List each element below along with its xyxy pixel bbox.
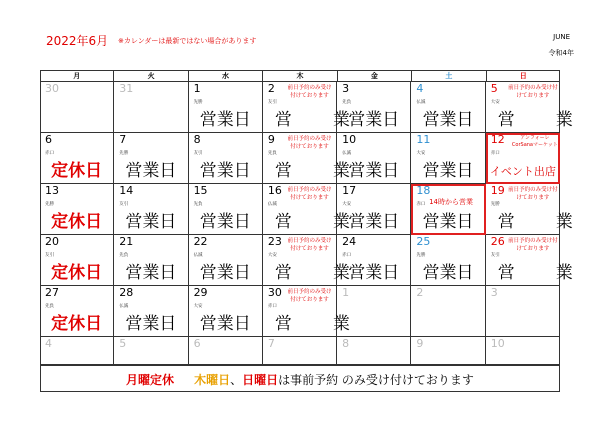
rokuyo-tag: 友引 xyxy=(119,202,129,207)
weekday-header xyxy=(40,70,560,82)
footer-legend xyxy=(40,365,560,392)
day-cell xyxy=(411,82,485,133)
day-number: 15 xyxy=(193,184,208,197)
day-status: 営業日 xyxy=(199,161,251,181)
day-cell xyxy=(263,286,362,337)
day-note: 前日予約のみ受け付けております xyxy=(287,238,332,252)
day-cell xyxy=(337,337,411,365)
day-status: 営 業 xyxy=(274,212,362,232)
rokuyo-tag: 仏滅 xyxy=(119,304,129,309)
calendar-title: 2022年6月 xyxy=(46,34,109,48)
day-status: 営 業 xyxy=(497,263,585,283)
day-cell xyxy=(114,133,188,184)
day-status: 営 業 xyxy=(274,314,362,334)
day-status: 営業日 xyxy=(348,212,400,232)
day-cell xyxy=(40,82,114,133)
day-cell xyxy=(114,184,188,235)
day-cell xyxy=(486,235,585,286)
day-number: 30 xyxy=(267,286,282,299)
day-cell xyxy=(189,337,263,365)
day-status: 営業日 xyxy=(422,161,474,181)
day-number: 6 xyxy=(45,133,52,146)
calendar-grid xyxy=(40,82,585,365)
day-cell xyxy=(486,133,560,184)
day-cell xyxy=(411,286,485,337)
rokuyo-tag: 仏滅 xyxy=(267,202,277,207)
day-cell xyxy=(189,82,263,133)
rokuyo-tag: 仏滅 xyxy=(193,253,203,258)
day-number: 9 xyxy=(416,337,424,350)
day-cell xyxy=(486,184,585,235)
day-note: 前日予約のみ受け付けております xyxy=(508,187,558,201)
day-status: 営 業 xyxy=(274,263,362,283)
day-status: 定休日 xyxy=(51,263,103,283)
day-note: 前日予約のみ受け付けております xyxy=(287,136,332,150)
rokuyo-tag: 赤口 xyxy=(45,151,54,156)
day-cell xyxy=(189,286,263,337)
day-number: 4 xyxy=(45,337,52,350)
day-cell xyxy=(114,82,188,133)
day-status: 営業日 xyxy=(125,161,177,181)
day-cell xyxy=(337,286,411,337)
day-number: 10 xyxy=(490,337,505,350)
day-cell xyxy=(486,286,560,337)
day-status: 営 業 xyxy=(274,161,362,181)
day-number: 24 xyxy=(342,235,357,248)
day-status: 営業日 xyxy=(199,314,251,334)
day-note: 14時から営業 xyxy=(429,198,474,206)
day-note: 前日予約のみ受け付けております xyxy=(287,85,332,99)
day-cell xyxy=(189,184,263,235)
day-status: 営 業 xyxy=(274,110,362,130)
day-cell xyxy=(337,82,411,133)
day-status: 営業日 xyxy=(125,263,177,283)
day-status: 営業日 xyxy=(125,314,177,334)
rokuyo-tag: 先勝 xyxy=(45,202,54,207)
japanese-era-year: 令和4年 xyxy=(548,49,574,57)
day-number: 5 xyxy=(490,82,498,95)
legend-separator: 、 xyxy=(230,372,243,387)
day-status: 営業日 xyxy=(422,110,474,130)
day-number: 28 xyxy=(119,286,134,299)
day-number: 10 xyxy=(342,133,357,146)
day-status: 営業日 xyxy=(125,212,177,232)
rokuyo-tag: 仏滅 xyxy=(416,100,426,105)
day-number: 18 xyxy=(416,184,431,197)
rokuyo-tag: 大安 xyxy=(416,151,426,156)
day-status: 営業日 xyxy=(199,212,251,232)
day-number: 25 xyxy=(416,235,431,248)
day-status: 営業日 xyxy=(422,263,474,283)
day-cell xyxy=(114,286,188,337)
rokuyo-tag: 先勝 xyxy=(416,253,426,258)
day-cell xyxy=(40,235,114,286)
day-number: 26 xyxy=(490,235,505,248)
day-number: 3 xyxy=(490,286,498,299)
rokuyo-tag: 友引 xyxy=(490,253,500,258)
day-number: 11 xyxy=(416,133,431,146)
weekday-sun: 日 xyxy=(486,70,560,81)
day-number: 6 xyxy=(193,337,201,350)
day-cell xyxy=(411,184,485,235)
rokuyo-tag: 友引 xyxy=(45,253,54,258)
day-number: 1 xyxy=(342,286,350,299)
event-venue: アンフォーレ CorSanaマーケット xyxy=(511,135,558,148)
day-number: 2 xyxy=(267,82,275,95)
day-cell xyxy=(263,337,337,365)
weekday-tue: 火 xyxy=(113,70,187,81)
sunday-label: 日曜日 xyxy=(242,372,279,387)
day-number: 20 xyxy=(45,235,59,248)
rokuyo-tag: 大安 xyxy=(342,202,352,207)
closed-day-label: 月曜定休 xyxy=(126,372,175,387)
rokuyo-tag: 赤口 xyxy=(490,151,500,156)
rokuyo-tag: 先負 xyxy=(119,253,129,258)
day-cell xyxy=(486,82,585,133)
day-status: 営業日 xyxy=(348,110,400,130)
weekday-wed: 水 xyxy=(188,70,262,81)
day-cell xyxy=(40,286,114,337)
day-cell xyxy=(189,133,263,184)
day-note: 前日予約のみ受け付けております xyxy=(508,85,558,99)
day-number: 4 xyxy=(416,82,424,95)
day-number: 27 xyxy=(45,286,59,299)
month-english: JUNE xyxy=(553,33,570,41)
day-note: 前日予約のみ受け付けております xyxy=(287,289,332,303)
day-cell xyxy=(40,133,114,184)
day-status: 営 業 xyxy=(497,110,585,130)
day-number: 16 xyxy=(267,184,282,197)
weekday-fri: 金 xyxy=(337,70,411,81)
rokuyo-tag: 先勝 xyxy=(193,100,203,105)
day-cell xyxy=(114,235,188,286)
day-status: 営業日 xyxy=(348,161,400,181)
day-number: 17 xyxy=(342,184,357,197)
weekday-mon: 月 xyxy=(73,72,81,80)
day-cell xyxy=(411,133,485,184)
day-status: 営業日 xyxy=(348,263,400,283)
reservation-note: は事前予約 のみ受け付けております xyxy=(278,372,474,387)
rokuyo-tag: 先負 xyxy=(342,100,352,105)
rokuyo-tag: 大安 xyxy=(490,100,500,105)
day-status: 営 業 xyxy=(497,212,585,232)
day-cell xyxy=(411,235,485,286)
day-number: 5 xyxy=(119,337,127,350)
day-cell xyxy=(337,235,411,286)
rokuyo-tag: 友引 xyxy=(193,151,203,156)
rokuyo-tag: 大安 xyxy=(193,304,203,309)
event-label: イベント出店 xyxy=(489,165,556,178)
day-status: 営業日 xyxy=(199,263,251,283)
day-cell xyxy=(189,235,263,286)
day-note: 前日予約のみ受け付けております xyxy=(287,187,332,201)
day-number: 19 xyxy=(490,184,505,197)
rokuyo-tag: 先勝 xyxy=(119,151,129,156)
day-number: 9 xyxy=(267,133,275,146)
day-cell xyxy=(40,337,114,365)
rokuyo-tag: 赤口 xyxy=(342,253,352,258)
weekday-sat: 土 xyxy=(411,70,485,81)
day-status: 営業日 xyxy=(422,212,474,232)
day-cell xyxy=(337,184,411,235)
day-number: 14 xyxy=(119,184,134,197)
rokuyo-tag: 先勝 xyxy=(490,202,500,207)
day-number: 29 xyxy=(193,286,208,299)
day-cell xyxy=(486,337,560,365)
rokuyo-tag: 先負 xyxy=(45,304,54,309)
day-cell xyxy=(337,133,411,184)
day-number: 7 xyxy=(267,337,275,350)
day-status: 定休日 xyxy=(51,161,103,181)
rokuyo-tag: 友引 xyxy=(267,100,277,105)
day-number: 12 xyxy=(490,133,505,146)
day-cell xyxy=(40,184,114,235)
weekday-thu: 木 xyxy=(262,70,336,81)
day-number: 30 xyxy=(45,82,59,95)
rokuyo-tag: 赤口 xyxy=(267,304,277,309)
day-number: 3 xyxy=(342,82,350,95)
day-number: 8 xyxy=(193,133,201,146)
day-number: 22 xyxy=(193,235,208,248)
day-number: 13 xyxy=(45,184,59,197)
calendar-notice: ※カレンダーは最新ではない場合があります xyxy=(118,37,257,45)
thursday-label: 木曜日 xyxy=(194,372,231,387)
day-number: 31 xyxy=(119,82,134,95)
day-number: 1 xyxy=(193,82,201,95)
day-number: 8 xyxy=(342,337,350,350)
day-cell xyxy=(114,337,188,365)
rokuyo-tag: 仏滅 xyxy=(342,151,352,156)
day-status: 定休日 xyxy=(51,314,103,334)
day-status: 定休日 xyxy=(51,212,103,232)
day-number: 2 xyxy=(416,286,424,299)
day-status: 営業日 xyxy=(199,110,251,130)
day-number: 23 xyxy=(267,235,282,248)
day-number: 21 xyxy=(119,235,134,248)
day-cell xyxy=(411,337,485,365)
rokuyo-tag: 大安 xyxy=(267,253,277,258)
day-note: 前日予約のみ受け付けております xyxy=(508,238,558,252)
rokuyo-tag: 先負 xyxy=(267,151,277,156)
rokuyo-tag: 先負 xyxy=(193,202,203,207)
rokuyo-tag: 赤口 xyxy=(416,202,426,207)
day-number: 7 xyxy=(119,133,127,146)
